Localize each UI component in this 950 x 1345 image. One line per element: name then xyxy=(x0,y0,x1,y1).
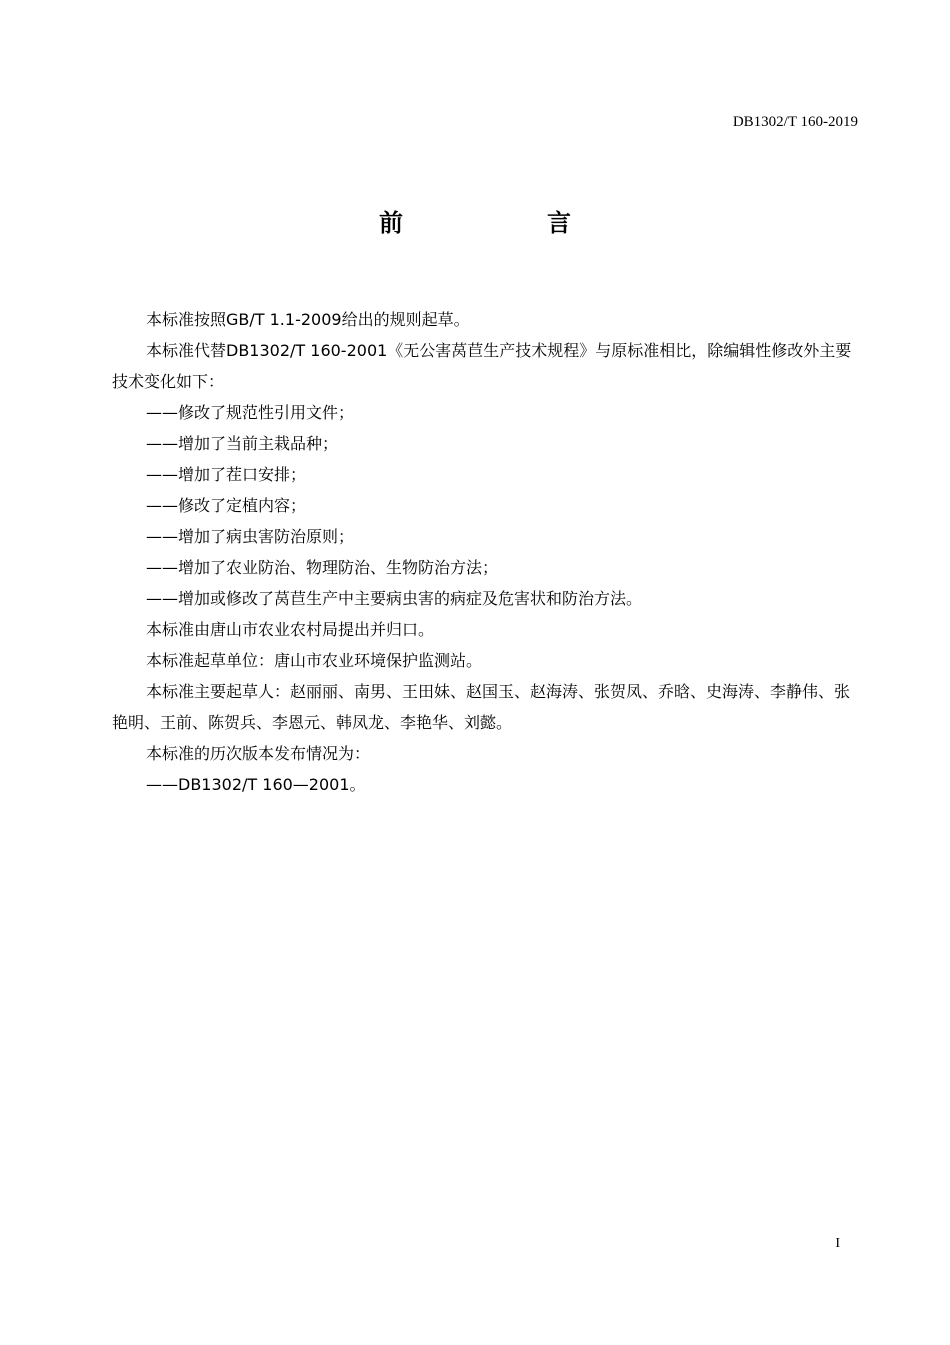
page-number: I xyxy=(835,1236,840,1251)
list-item: ——增加了农业防治、物理防治、生物防治方法； xyxy=(146,558,499,577)
list-item: ——增加了茬口安排； xyxy=(146,465,307,484)
document-body xyxy=(112,304,860,800)
paragraph: 本标准起草单位：唐山市农业环境保护监测站。 xyxy=(146,651,483,670)
list-item: ——增加了病虫害防治原则； xyxy=(146,527,355,546)
page-title: 前 言 xyxy=(379,209,631,237)
list-item: ——DB1302/T 160—2001。 xyxy=(146,775,366,794)
list-item: ——修改了规范性引用文件； xyxy=(146,403,355,422)
paragraph: 本标准由唐山市农业农村局提出并归口。 xyxy=(146,620,435,639)
paragraph: 本标准主要起草人：赵丽丽、南男、王田妹、赵国玉、赵海涛、张贺凤、乔晗、史海涛、李静伟、张艳明、王前、陈贺兵、李恩元、韩凤龙、李艳华、刘懿。 xyxy=(112,682,851,732)
paragraph: 本标准按照GB/T 1.1-2009给出的规则起草。 xyxy=(146,310,470,329)
list-item: ——增加或修改了莴苣生产中主要病虫害的病症及危害状和防治方法。 xyxy=(146,589,643,608)
paragraph: 本标准代替DB1302/T 160-2001《无公害莴苣生产技术规程》与原标准相比，除编辑性修改外主要技术变化如下： xyxy=(112,341,852,391)
list-item: ——修改了定植内容； xyxy=(146,496,307,515)
list-item: ——增加了当前主栽品种； xyxy=(146,434,339,453)
standard-code: DB1302/T 160-2019 xyxy=(732,114,858,130)
paragraph: 本标准的历次版本发布情况为： xyxy=(146,744,371,763)
